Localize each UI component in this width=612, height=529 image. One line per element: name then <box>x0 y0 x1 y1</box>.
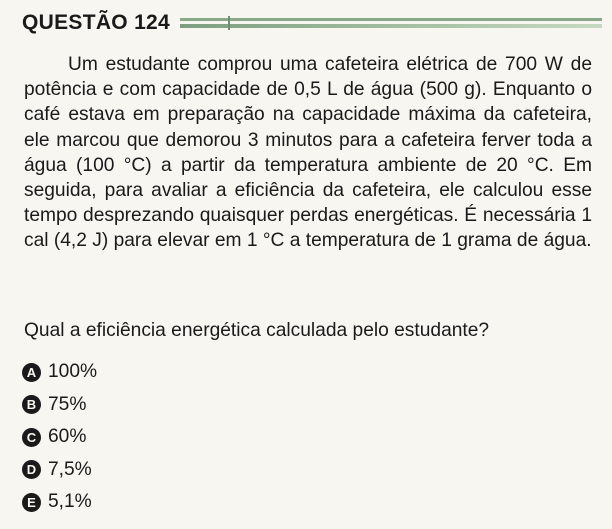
option-d[interactable] <box>22 454 97 487</box>
option-c[interactable] <box>22 421 97 454</box>
title-bar-line-bottom <box>180 24 602 28</box>
option-c-text: 60% <box>48 426 87 448</box>
option-a-letter-icon: A <box>22 363 41 382</box>
answer-options <box>22 356 97 519</box>
option-b[interactable] <box>22 389 97 422</box>
question-number: QUESTÃO 124 <box>22 11 171 34</box>
title-bar-line-top <box>180 18 602 21</box>
option-b-letter-icon: B <box>22 395 41 414</box>
option-d-text: 7,5% <box>48 458 92 480</box>
title-decoration-bar <box>180 16 602 30</box>
title-bar-tick <box>228 16 230 30</box>
option-b-text: 75% <box>48 393 87 415</box>
option-a[interactable] <box>22 356 97 389</box>
question-statement: Um estudante comprou uma cafeteira elétrica de 700 W de potência e com capacidade de 0,5 L de água (500 g). Enquanto o café estava em preparação na capacidade máxima da cafeteira, ele marcou que demorou 3 minutos para a cafeteira ferver toda a água (100 °C) a partir da temperatura ambiente de 20 °C. Em seguida, para avaliar a eficiência da cafeteira, ele calculou esse tempo desprezando quaisquer perdas energéticas. É necessária 1 cal (4,2 J) para elevar em 1 °C a temperatura de 1 grama de água. <box>24 54 592 252</box>
option-d-letter-icon: D <box>22 460 41 479</box>
option-a-text: 100% <box>48 361 98 383</box>
option-c-letter-icon: C <box>22 428 41 447</box>
question-header <box>22 8 602 38</box>
option-e-text: 5,1% <box>48 491 92 513</box>
question-prompt: Qual a eficiência energética calculada pelo estudante? <box>24 320 490 341</box>
option-e-letter-icon: E <box>22 493 41 512</box>
option-e[interactable] <box>22 486 97 519</box>
